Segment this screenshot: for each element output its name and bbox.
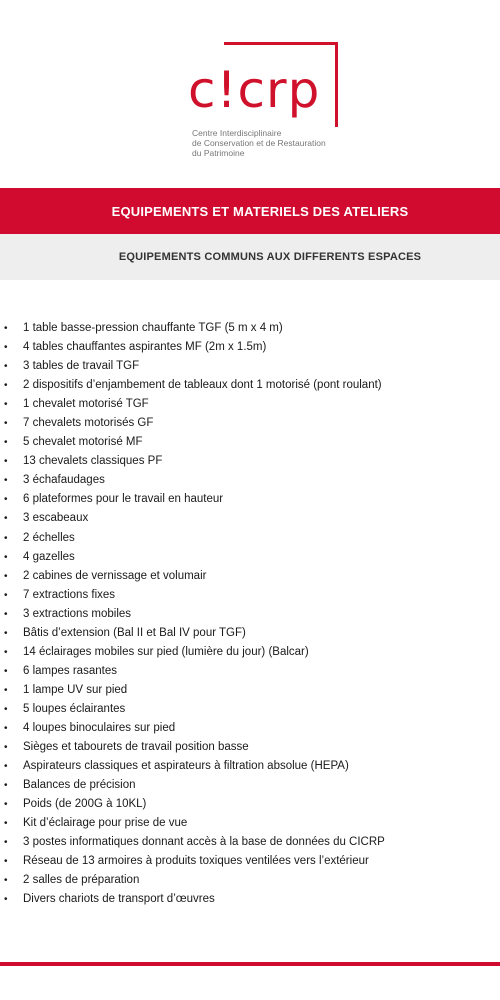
list-item-text: 3 postes informatiques donnant accès à la base de données du CICRP (23, 836, 385, 849)
list-item-text: 5 chevalet motorisé MF (23, 436, 143, 449)
equipment-list (0, 319, 500, 909)
list-item-text: 2 cabines de vernissage et volumair (23, 569, 207, 582)
list-item-text: Divers chariots de transport d’œuvres (23, 893, 215, 906)
bullet-icon: • (4, 894, 8, 906)
bullet-icon: • (4, 627, 8, 639)
bullet-icon: • (4, 456, 8, 468)
list-item (0, 490, 500, 509)
list-item-text: 4 gazelles (23, 550, 75, 563)
list-item (0, 681, 500, 700)
bullet-icon: • (4, 494, 8, 506)
bullet-icon: • (4, 475, 8, 487)
list-item (0, 414, 500, 433)
list-item-text: 4 tables chauffantes aspirantes MF (2m x 1.5m) (23, 341, 267, 354)
list-item (0, 833, 500, 852)
list-item (0, 624, 500, 643)
bullet-icon: • (4, 608, 8, 620)
list-item (0, 452, 500, 471)
bullet-icon: • (4, 323, 8, 334)
list-item-text: 3 extractions mobiles (23, 607, 132, 620)
bullet-icon: • (4, 513, 8, 525)
list-item-text: 2 dispositifs d’enjambement de tableaux dont 1 motorisé (pont roulant) (23, 379, 382, 392)
list-item-text: 6 lampes rasantes (23, 664, 117, 677)
list-item (0, 852, 500, 871)
list-item-text: 7 chevalets motorisés GF (23, 417, 154, 430)
footer-divider (0, 962, 500, 966)
bullet-icon: • (4, 837, 8, 849)
bullet-icon: • (4, 875, 8, 887)
page-title: EQUIPEMENTS ET MATERIELS DES ATELIERS (111, 203, 409, 219)
list-item (0, 871, 500, 890)
list-item-text: 14 éclairages mobiles sur pied (lumière du jour) (Balcar) (23, 645, 309, 658)
list-item (0, 662, 500, 681)
bullet-icon: • (4, 570, 8, 582)
list-item (0, 719, 500, 738)
list-item-text: Aspirateurs classiques et aspirateurs à filtration absolue (HEPA) (23, 760, 349, 773)
list-item (0, 548, 500, 567)
bullet-icon: • (4, 589, 8, 601)
bullet-icon: • (4, 646, 8, 658)
list-item (0, 395, 500, 414)
bullet-icon: • (4, 418, 8, 430)
list-item (0, 643, 500, 662)
list-item (0, 338, 500, 357)
cicrp-logo (188, 42, 348, 162)
list-item (0, 509, 500, 528)
list-item-text: 2 salles de préparation (23, 874, 140, 887)
list-item-text: Poids (de 200G à 10KL) (23, 798, 147, 811)
list-item-text: 1 chevalet motorisé TGF (23, 398, 149, 411)
bullet-icon: • (4, 380, 8, 392)
bullet-icon: • (4, 742, 8, 754)
list-item (0, 890, 500, 909)
list-item-text: Kit d’éclairage pour prise de vue (23, 817, 188, 830)
bullet-icon: • (4, 665, 8, 677)
bullet-icon: • (4, 399, 8, 411)
list-item-text: Bâtis d’extension (Bal II et Bal IV pour TGF) (23, 626, 246, 639)
bullet-icon: • (4, 856, 8, 868)
list-item-text: 4 loupes binoculaires sur pied (23, 721, 176, 734)
subtitle-banner (0, 234, 500, 280)
list-item-text: 13 chevalets classiques PF (23, 455, 163, 468)
list-item (0, 376, 500, 395)
list-item-text: 6 plateformes pour le travail en hauteur (23, 493, 224, 506)
bullet-icon: • (4, 799, 8, 811)
list-item-text: 2 échelles (23, 531, 75, 544)
list-item-text: Réseau de 13 armoires à produits toxiques ventilées vers l’extérieur (23, 855, 369, 868)
list-item (0, 776, 500, 795)
list-item (0, 319, 500, 338)
list-item (0, 433, 500, 452)
list-item-text: 1 table basse-pression chauffante TGF (5 m x 4 m) (23, 322, 283, 334)
list-item (0, 814, 500, 833)
bullet-icon: • (4, 818, 8, 830)
list-item-text: 1 lampe UV sur pied (23, 683, 128, 696)
bullet-icon: • (4, 437, 8, 449)
list-item-text: 7 extractions fixes (23, 588, 116, 601)
list-item (0, 795, 500, 814)
list-item (0, 471, 500, 490)
list-item-text: 5 loupes éclairantes (23, 702, 126, 715)
list-item-text: 3 tables de travail TGF (23, 360, 140, 373)
bullet-icon: • (4, 551, 8, 563)
list-item-text: Sièges et tabourets de travail position basse (23, 741, 249, 754)
bullet-icon: • (4, 780, 8, 792)
list-item (0, 567, 500, 586)
bullet-icon: • (4, 703, 8, 715)
logo-subtitle: Centre Interdisciplinaire de Conservation et de Restauration du Patrimoine (192, 128, 326, 158)
bullet-icon: • (4, 722, 8, 734)
list-item (0, 757, 500, 776)
logo-wordmark: c!crp (188, 61, 321, 119)
list-item (0, 700, 500, 719)
bullet-icon: • (4, 761, 8, 773)
list-item-text: Balances de précision (23, 779, 136, 792)
list-item (0, 605, 500, 624)
bullet-icon: • (4, 532, 8, 544)
list-item-text: 3 escabeaux (23, 512, 89, 525)
list-item (0, 738, 500, 757)
list-item (0, 529, 500, 548)
list-item (0, 357, 500, 376)
bullet-icon: • (4, 342, 8, 354)
section-subtitle: EQUIPEMENTS COMMUNS AUX DIFFERENTS ESPACES (118, 251, 422, 263)
list-item (0, 586, 500, 605)
bullet-icon: • (4, 684, 8, 696)
title-banner (0, 188, 500, 234)
list-item-text: 3 échafaudages (23, 474, 105, 487)
bullet-icon: • (4, 361, 8, 373)
